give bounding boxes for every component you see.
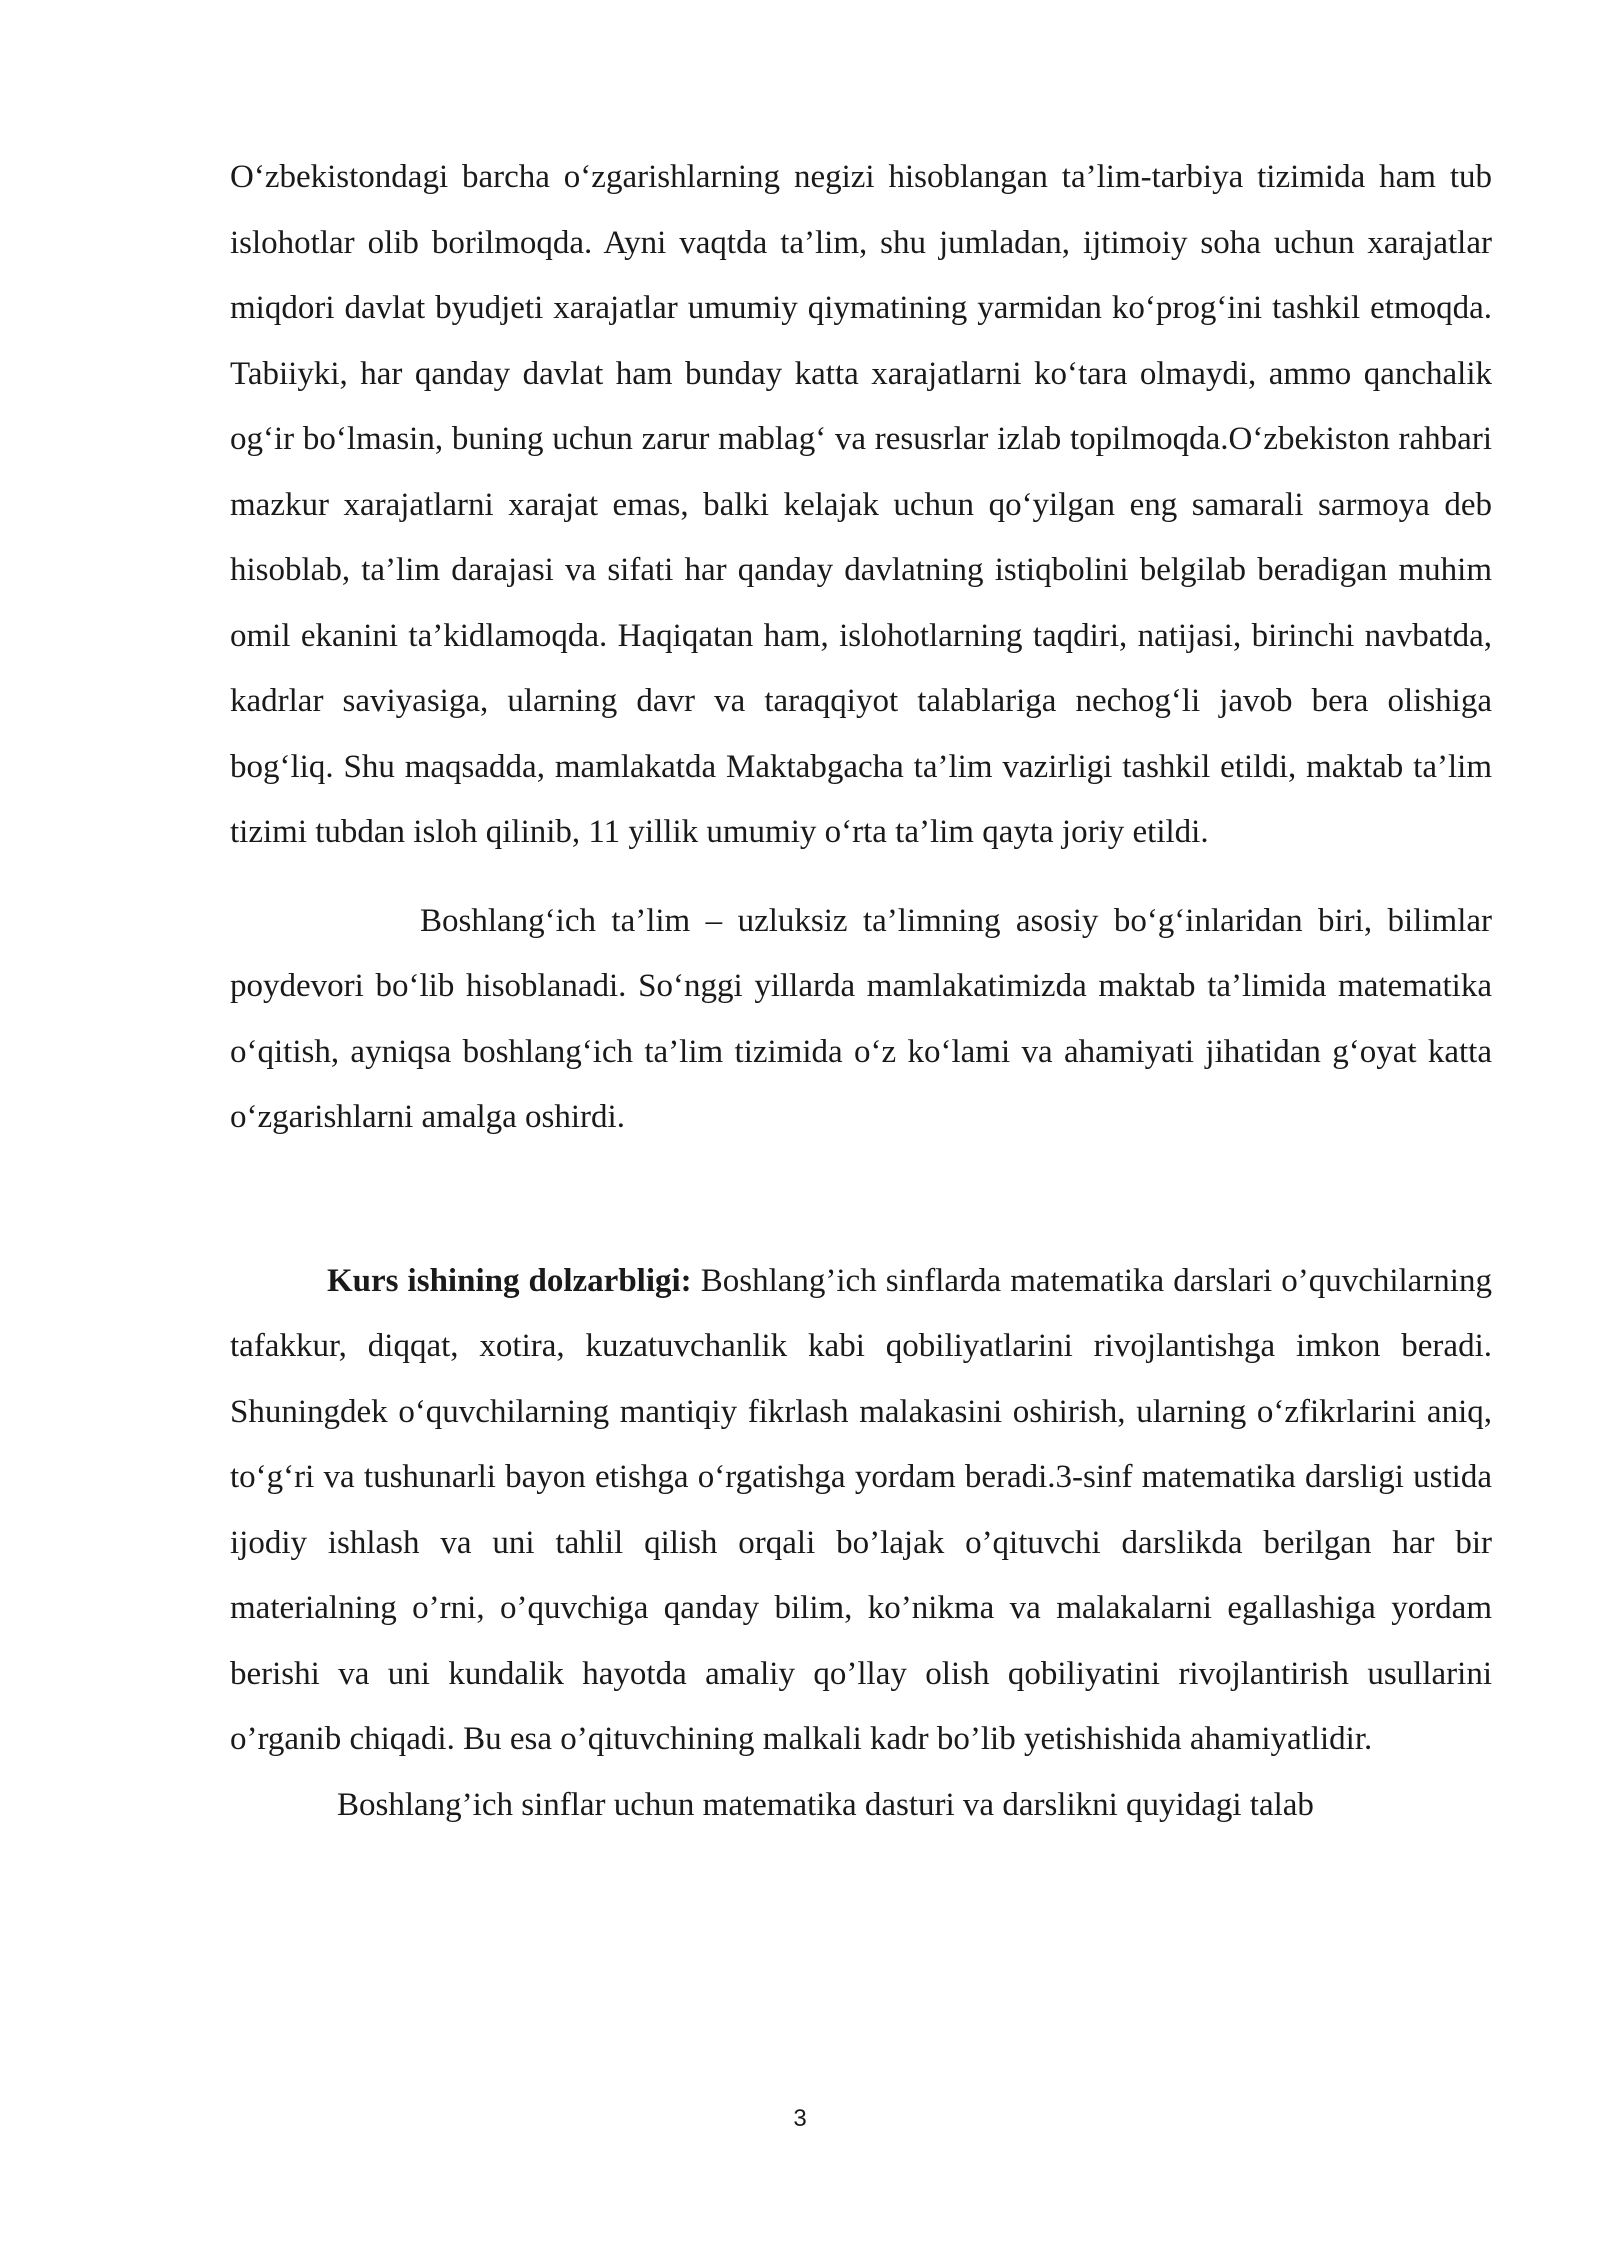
relevance-heading: Kurs ishining dolzarbligi: xyxy=(327,1262,692,1299)
relevance-text: Boshlang’ich sinflarda matematika darslari o’quvchilarning tafakkur, diqqat, xotira, kuzatuvchanlik kabi qobiliyatlarini rivojlantishga imkon beradi. Shuningdek o‘quvchilarning mantiqiy fikrlash malakasini oshirish, ularning o‘zfikrlarini aniq, to‘g‘ri va tushunarli bayon etishga o‘rgatishga yordam beradi.3-sinf matematika darsligi ustida ijodiy ishlash va uni tahlil qilish orqali bo’lajak o’qituvchi darslikda berilgan har bir materialning o’rni, o’quvchiga qanday bilim, ko’nikma va malakalarni egallashiga yordam berishi va uni kundalik hayotda amaliy qo’llay olish qobiliyatini rivojlantirish usullarini o’rganib chiqadi. Bu esa o’qituvchining malkali kadr bo’lib yetishishida ahamiyatlidir. xyxy=(230,1262,1492,1757)
paragraph-reforms: O‘zbekistondagi barcha o‘zgarishlarning negizi hisoblangan ta’lim-tarbiya tizimida ham tub islohotlar olib borilmoqda. Ayni vaqtda ta’lim, shu jumladan, ijtimoiy soha uchun xarajatlar miqdori davlat byudjeti xarajatlar umumiy qiymatining yarmidan ko‘prog‘ini tashkil etmoqda. Tabiiyki, har qanday davlat ham bunday katta xarajatlarni ko‘tara olmaydi, ammo qanchalik og‘ir bo‘lmasin, buning uchun zarur mablag‘ va resusrlar izlab topilmoqda.O‘zbekiston rahbari mazkur xarajatlarni xarajat emas, balki kelajak uchun qo‘yilgan eng samarali sarmoya deb hisoblab, ta’lim darajasi va sifati har qanday davlatning istiqbolini belgilab beradigan muhim omil ekanini ta’kidlamoqda. Haqiqatan ham, islohotlarning taqdiri, natijasi, birinchi navbatda, kadrlar saviyasiga, ularning davr va taraqqiyot talablariga nechog‘li javob bera olishiga bog‘liq. Shu maqsadda, mamlakatda Maktabgacha ta’lim vazirligi tashkil etildi, maktab ta’lim tizimi tubdan isloh qilinib, 11 yillik umumiy o‘rta ta’lim qayta joriy etildi. xyxy=(230,159,1492,850)
paragraph-primary-education: Boshlang‘ich ta’lim – uzluksiz ta’limning asosiy bo‘g‘inlaridan biri, bilimlar poydevori bo‘lib hisoblanadi. So‘nggi yillarda mamlakatimizda maktab ta’limida matematika o‘qitish, ayniqsa boshlang‘ich ta’lim tizimida o‘z ko‘lami va ahamiyati jihatidan g‘oyat katta o‘zgarishlarni amalga oshirdi. xyxy=(230,902,1492,1135)
paragraph-relevance xyxy=(230,1249,1492,1773)
page-number: 3 xyxy=(793,2105,807,2132)
paragraph-requirements-start: Boshlang’ich sinflar uchun matematika dasturi va darslikni quyidagi talab xyxy=(337,1786,1314,1823)
body-text xyxy=(230,145,1492,1838)
